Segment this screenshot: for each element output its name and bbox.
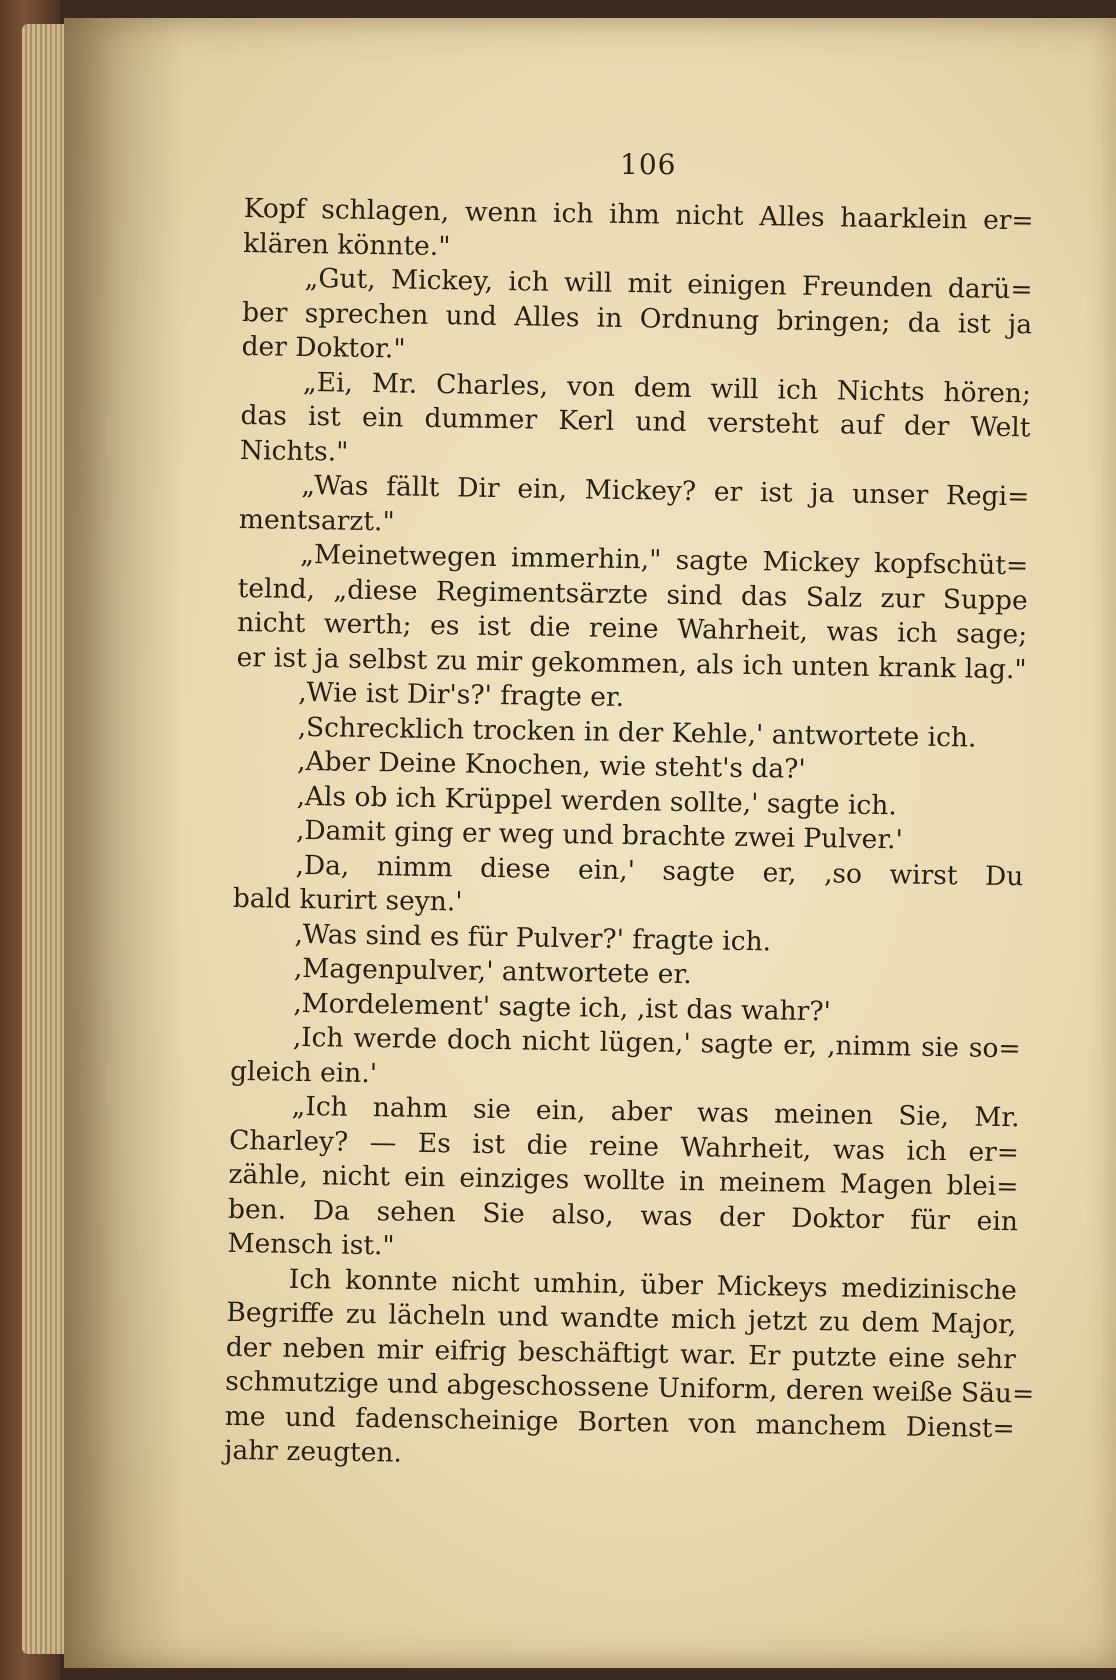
- text-line: klären könnte.": [242, 227, 451, 262]
- text-line: me und fadenscheinige Borten von manchem Dienst=: [224, 1400, 1015, 1444]
- text-line: Begriffe zu lächeln und wandte mich jetzt zu dem Major,: [226, 1296, 1017, 1341]
- text-line: ‚Magenpulver,' antwortete er.: [293, 952, 692, 991]
- text-line: der Doktor.": [241, 330, 406, 365]
- text-line: gleich ein.': [229, 1055, 378, 1089]
- text-line: ‚Wie ist Dir's?' fragte er.: [297, 676, 625, 714]
- text-line: ‚Aber Deine Knochen, wie steht's da?': [296, 745, 806, 785]
- text-line: ‚Mordelement' sagte ich, ‚ist das wahr?': [293, 987, 832, 1027]
- body-text: [224, 192, 1034, 1481]
- text-line: ‚Ich werde doch nicht lügen,' sagte er, ‚nimm sie so=: [292, 1021, 1021, 1065]
- text-line: zähle, nicht ein einziges wollte in meinem Magen blei=: [228, 1158, 1019, 1203]
- text-line: er ist ja selbst zu mir gekommen, als ich unten krank lag.": [236, 641, 1027, 685]
- text-line: ‚Schrecklich trocken in der Kehle,' antwortete ich.: [297, 711, 977, 754]
- text-line: „Gut, Mickey, ich will mit einigen Freunden darü=: [304, 262, 1033, 306]
- text-line: telnd, „diese Regimentsärzte sind das Salz zur Suppe: [237, 572, 1028, 616]
- text-line: jahr zeugten.: [223, 1434, 403, 1469]
- text-line: mentsarzt.": [238, 503, 395, 537]
- text-line: Kopf schlagen, wenn ich ihm nicht Alles haarklein er=: [243, 192, 1034, 237]
- text-line: Charley? — Es ist die reine Wahrheit, was ich er=: [228, 1124, 1020, 1168]
- text-line: „Ei, Mr. Charles, von dem will ich Nichts hören;: [302, 366, 1032, 409]
- text-line: schmutzige und abgeschossene Uniform, deren weiße Säu=: [225, 1365, 1035, 1410]
- text-line: Ich konnte nicht umhin, über Mickeys medizinische: [288, 1263, 1018, 1306]
- text-line: „Ich nahm sie ein, aber was meinen Sie, Mr.: [291, 1090, 1020, 1134]
- text-line: bald kurirt seyn.': [232, 882, 463, 918]
- text-line: Nichts.": [239, 434, 349, 468]
- text-line: „Meinetwegen immerhin," sagte Mickey kopfschüt=: [300, 538, 1029, 582]
- text-line: ben. Da sehen Sie also, was der Doktor für ein: [227, 1193, 1019, 1237]
- text-line: ber sprechen und Alles in Ordnung bringen; da ist ja: [241, 296, 1033, 340]
- text-line: der neben mir eifrig beschäftigt war. Er putzte eine sehr: [225, 1331, 1017, 1375]
- text-line: ‚Als ob ich Krüppel werden sollte,' sagte ich.: [296, 780, 898, 821]
- text-line: nicht werth; es ist die reine Wahrheit, was ich sage;: [236, 606, 1028, 651]
- text-line: „Was fällt Dir ein, Mickey? er ist ja unser Regi=: [301, 469, 1030, 513]
- text-line: ‚Damit ging er weg und brachte zwei Pulver.': [295, 814, 904, 856]
- page-number: 106: [620, 148, 677, 181]
- text-line: ‚Da, nimm diese ein,' sagte er, ‚so wirst Du: [295, 849, 1024, 892]
- text-line: ‚Was sind es für Pulver?' fragte ich.: [294, 918, 772, 957]
- text-line: das ist ein dummer Kerl und versteht auf der Welt: [240, 399, 1031, 444]
- text-line: Mensch ist.": [227, 1227, 395, 1262]
